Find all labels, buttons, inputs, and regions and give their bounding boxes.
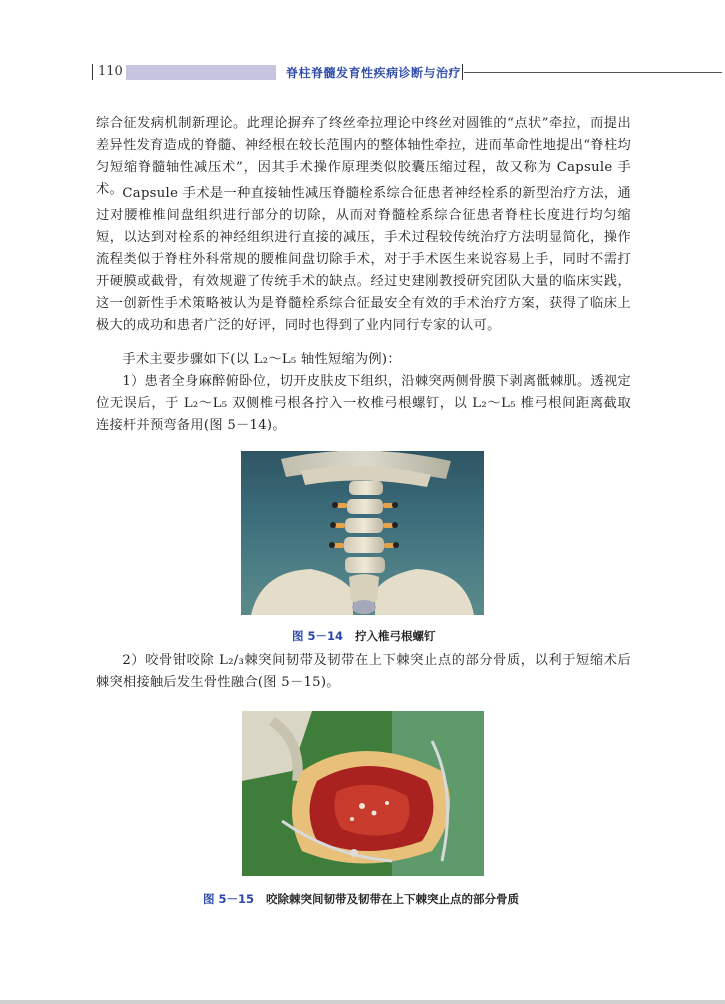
paragraph: Capsule 手术是一种直接轴性减压脊髓栓系综合征患者神经栓系的新型治疗方法，通过对腰椎椎间盘组织进行部分的切除，从而对脊髓栓系综合征患者脊柱长度进行均匀缩短，以达到对栓系的神经组织进行直接的减压，手术过程较传统治疗方法明显简化，操作流程类似于脊柱外科常规的腰椎间盘切除手术，对于手术医生来说容易上手，同时不需打开硬膜或截骨，有效规避了传统手术的缺点。经过史建刚教授研究团队大量的临床实践，这一创新性手术策略被认为是脊髓栓系综合征最安全有效的手术治疗方案，获得了临床上极大的成功和患者广泛的好评，同时也得到了业内同行专家的认可。 <box>96 186 631 333</box>
surgical-photo-image <box>242 711 484 876</box>
figure-caption-text: 咬除棘突间韧带及韧带在上下棘突止点的部分骨质 <box>266 892 520 906</box>
figure-number: 图 5－15 <box>203 892 255 906</box>
header-color-block <box>126 65 276 80</box>
paragraph: 综合征发病机制新理论。此理论摒弃了终丝牵拉理论中终丝对圆锥的“点状”牵拉，而提出差异性发育造成的脊髓、神经根在较长范围内的整体轴性牵拉，进而革命性地提出“脊柱均匀短缩脊髓轴性减压术”，因其手术操作原理类似胶囊压缩过程，故又称为 Capsule 手术。 <box>96 116 631 197</box>
paragraph: 1）患者全身麻醉俯卧位，切开皮肤皮下组织，沿棘突两侧骨膜下剥离骶棘肌。透视定位无误后，于 L₂～L₅ 双侧椎弓根各拧入一枚椎弓根螺钉，以 L₂～L₅ 椎弓根间距离截取连接杆并预弯备用(图 5－14)。 <box>96 374 631 433</box>
header-rule <box>464 72 722 73</box>
figure-caption <box>203 891 519 907</box>
figure-surgical-photo <box>242 711 484 876</box>
figure-caption-text: 拧入椎弓根螺钉 <box>355 629 436 643</box>
figure-spine-render <box>241 451 484 615</box>
page-number: 110 <box>98 64 123 79</box>
paragraph: 2）咬骨钳咬除 L₂/₃棘突间韧带及韧带在上下棘突止点的部分骨质，以利于短缩术后棘突相接触后发生骨性融合(图 5－15)。 <box>96 653 631 690</box>
figure-number: 图 5－14 <box>292 629 344 643</box>
book-title: 脊柱脊髓发育性疾病诊断与治疗 <box>286 66 462 80</box>
header-divider <box>462 64 463 80</box>
running-header <box>92 62 632 82</box>
paragraph: 手术主要步骤如下(以 L₂～L₅ 轴性短缩为例)： <box>122 352 401 367</box>
figure-caption <box>292 628 436 644</box>
spine-render-image <box>241 451 484 615</box>
header-divider <box>92 64 93 80</box>
page-bottom-edge <box>0 1000 725 1004</box>
